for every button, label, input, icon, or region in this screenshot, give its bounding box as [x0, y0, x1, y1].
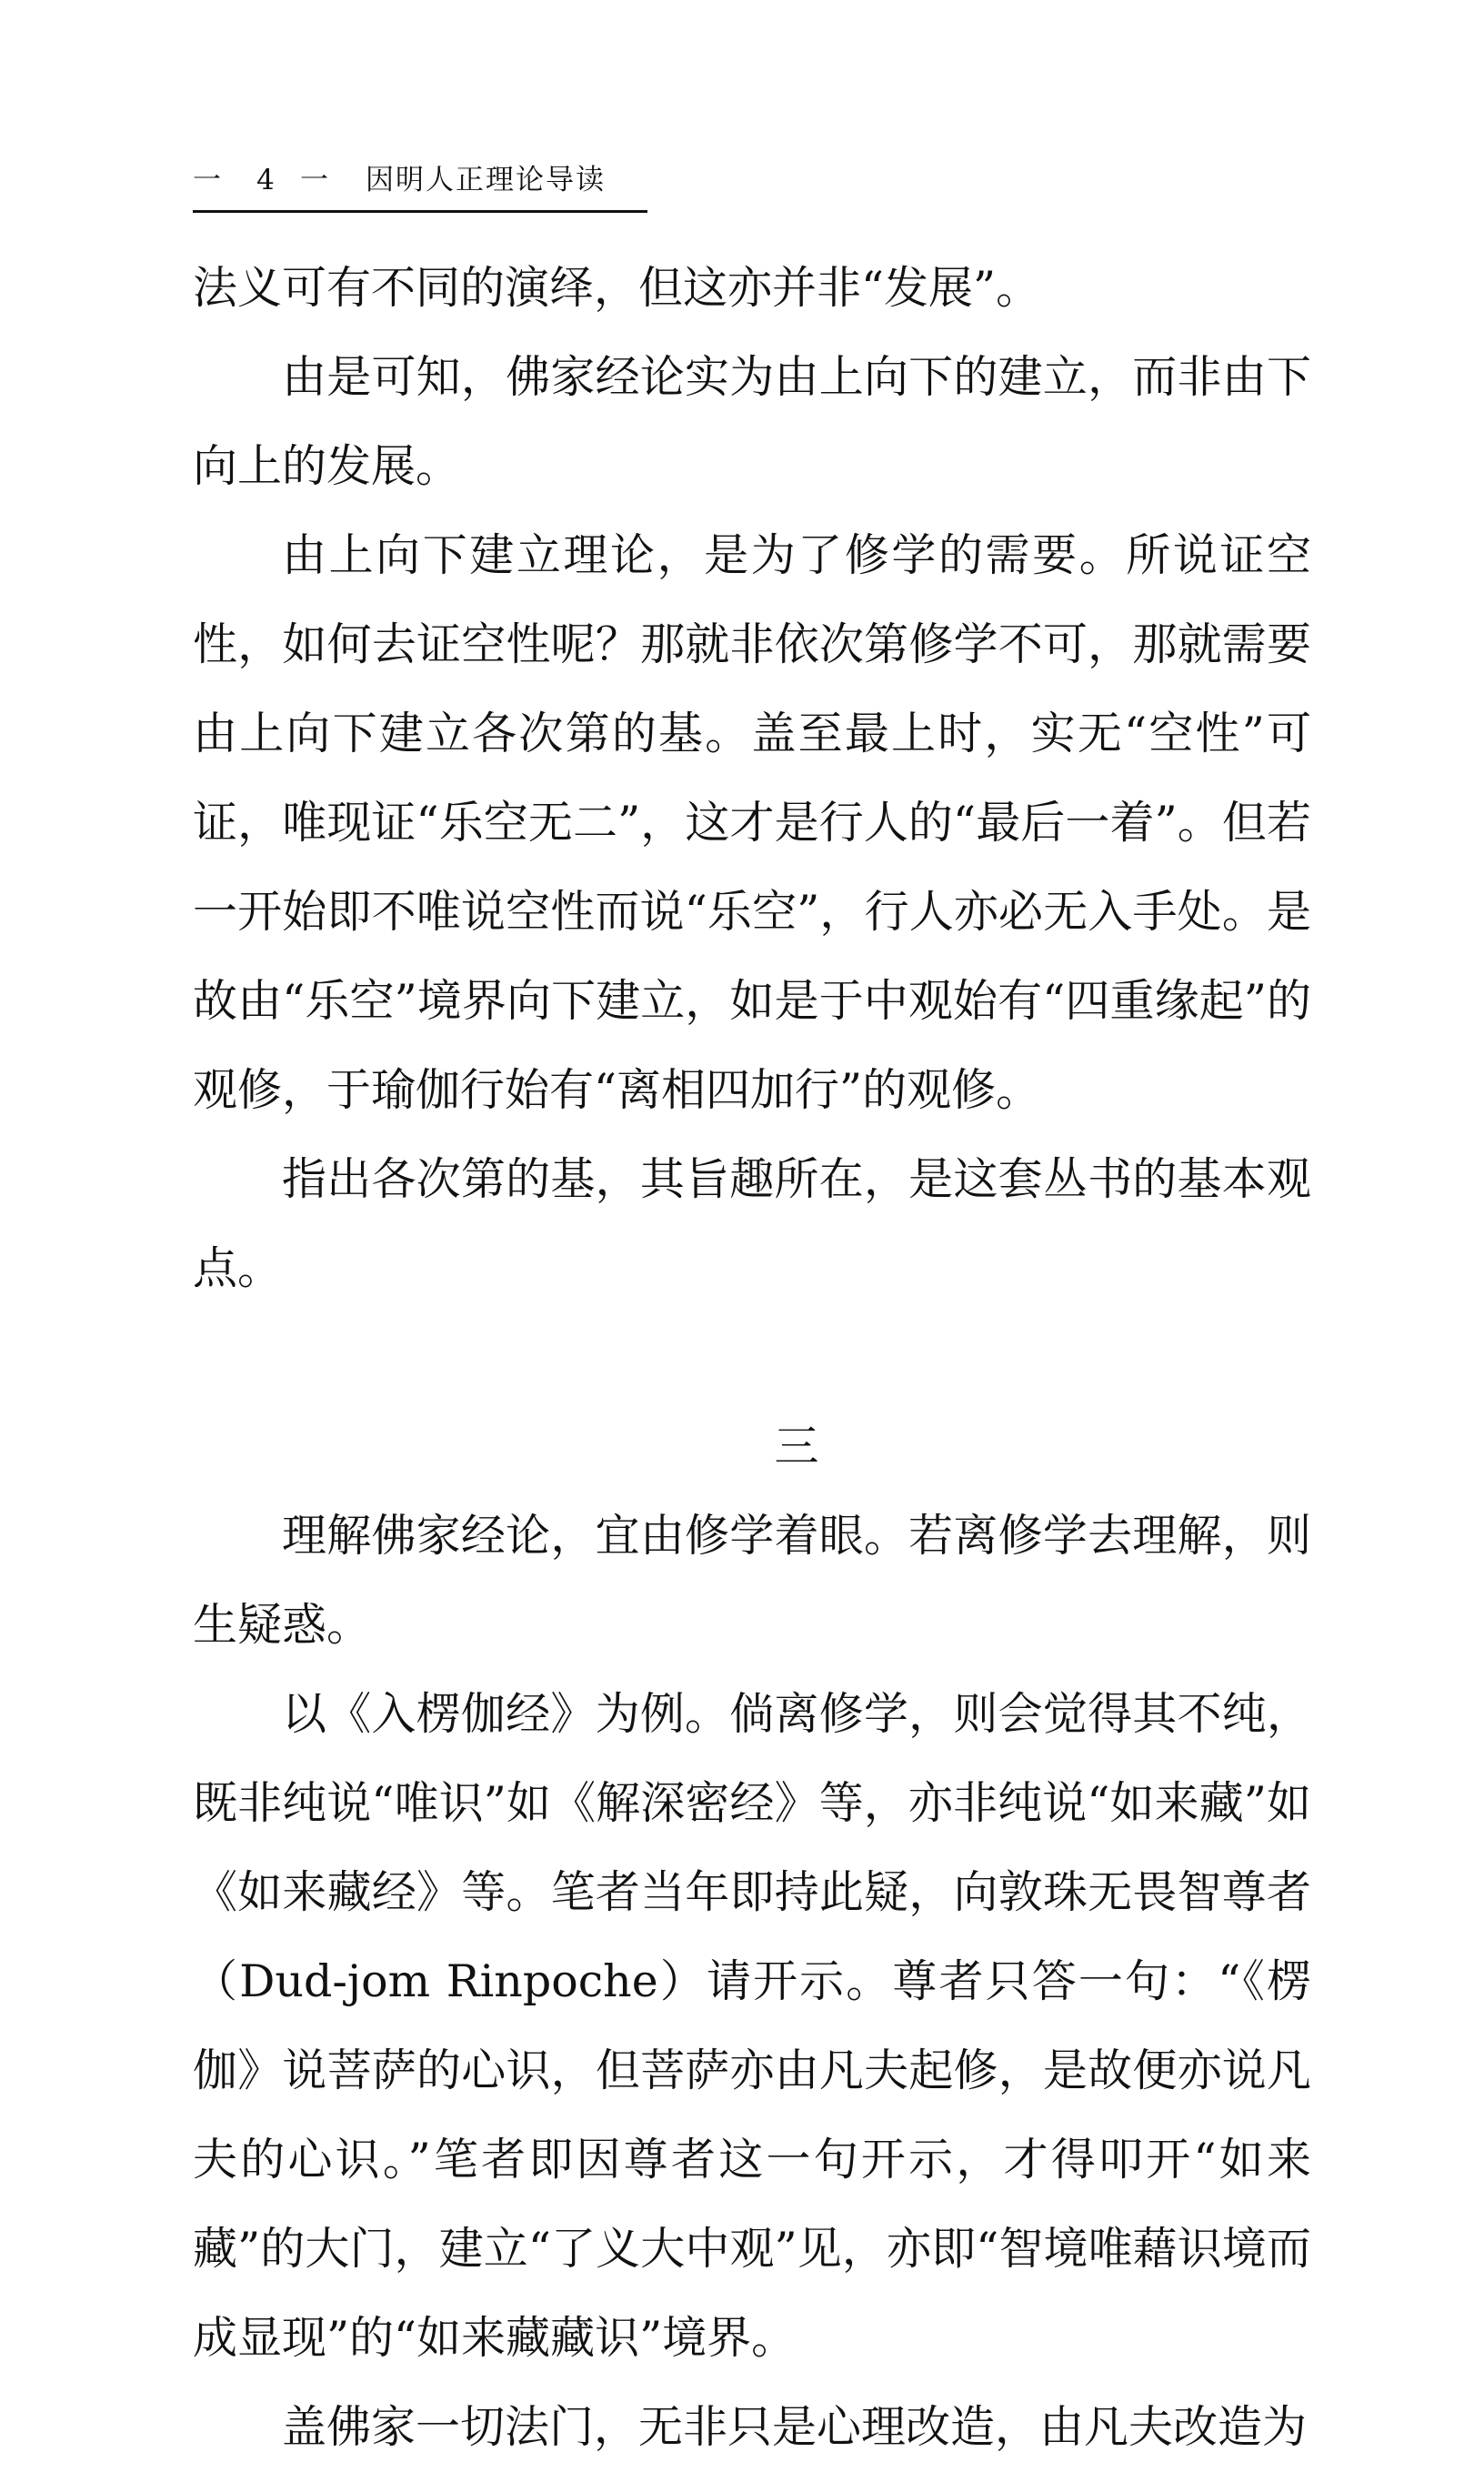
paragraph: 理解佛家经论，宜由修学着眼。若离修学去理解，则生疑惑。: [193, 1510, 1311, 1651]
running-header: [193, 156, 647, 213]
header-dash-left: 一: [193, 164, 223, 196]
paragraph: 由上向下建立理论，是为了修学的需要。所说证空性，如何去证空性呢？那就非依次第修学不可，那就需要由上向下建立各次第的基。盖至最上时，实无“空性”可证，唯现证“乐空无二”，这才是行人的“最后一着”。但若一开始即不唯说空性而说“乐空”，行人亦必无入手处。是故由“乐空”境界向下建立，如是于中观始有“四重缘起”的观修，于瑜伽行始有“离相四加行”的观修。: [193, 529, 1311, 1116]
book-title: 因明人正理论导读: [366, 164, 606, 196]
paragraph: 指出各次第的基，其旨趣所在，是这套丛书的基本观点。: [193, 1153, 1311, 1294]
paragraph: 由是可知，佛家经论实为由上向下的建立，而非由下向上的发展。: [193, 351, 1311, 492]
page-number: 4: [256, 164, 276, 196]
section-number: 三: [774, 1421, 819, 1472]
paragraph-continued: 法义可有不同的演绎，但这亦并非“发展”。: [193, 262, 1041, 314]
paragraph: 以《入楞伽经》为例。倘离修学，则会觉得其不纯，既非纯说“唯识”如《解深密经》等，亦非纯说“如来藏”如《如来藏经》等。笔者当年即持此疑，向敦珠无畏智尊者（Dud-jom Rinpoche）请开示。尊者只答一句：“《楞伽》说菩萨的心识，但菩萨亦由凡夫起修，是故便亦说凡夫的心识。”笔者即因尊者这一句开示，才得叩开“如来藏”的大门，建立“了义大中观”见，亦即“智境唯藉识境而成显现”的“如来藏藏识”境界。: [193, 1688, 1311, 2364]
page-body: [193, 244, 1311, 2472]
header-dash-right: 一: [300, 164, 330, 196]
paragraph: 盖佛家一切法门，无非只是心理改造，由凡夫改造为: [282, 2401, 1308, 2453]
